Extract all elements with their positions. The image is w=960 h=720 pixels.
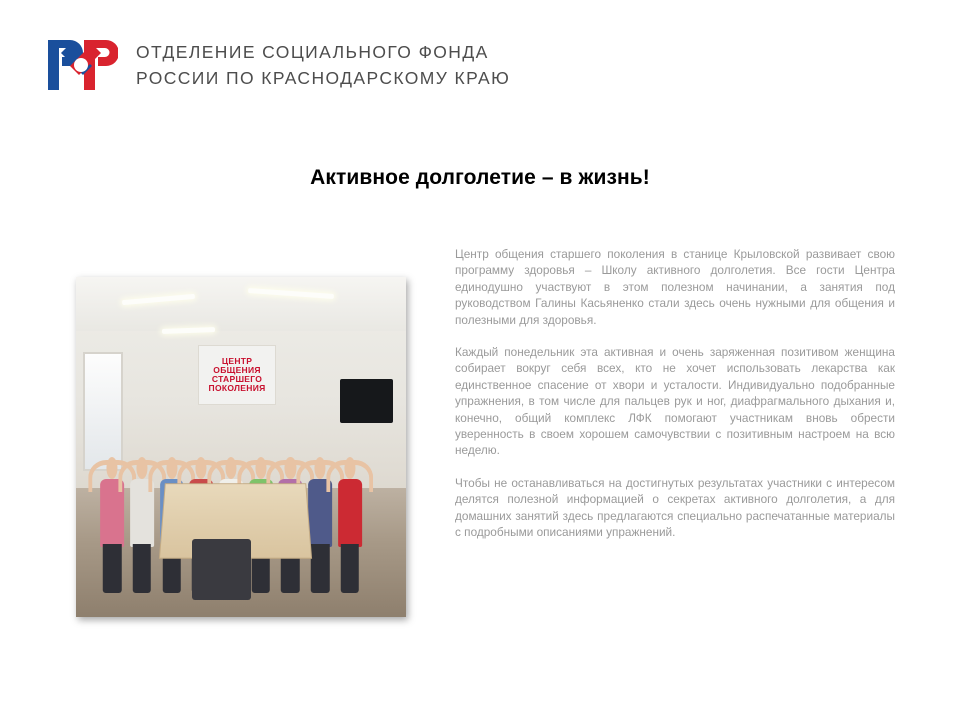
- article-paragraph: Чтобы не останавливаться на достигнутых результатах участники с интересом делятся полезной информацией о секретах активного долголетия, а для домашних занятий здесь предлагаются специально распечатанные материалы с подробными описаниями упражнений.: [455, 475, 895, 540]
- sfr-logo-icon: [40, 34, 118, 96]
- photo-wall-poster: ЦЕНТР ОБЩЕНИЯ СТАРШЕГО ПОКОЛЕНИЯ: [198, 345, 276, 405]
- header-block: [40, 34, 510, 96]
- photo-window: [83, 352, 123, 472]
- article-paragraph: Каждый понедельник эта активная и очень заряженная позитивом женщина собирает вокруг себя всех, кто не хочет использовать лекарства как единственное спасение от хвори и усталости. Индивидуально подобранные упражнения, в том числе для пальцев рук и ног, диафрагмального дыхания и, конечно, общий комплекс ЛФК помогают участникам вновь обрести уверенность в своем хорошем самочувствии с позитивным настроем на всю неделю.: [455, 345, 895, 458]
- photo-participant: [337, 457, 363, 593]
- article-body: [455, 246, 895, 541]
- org-name-line-2: РОССИИ ПО КРАСНОДАРСКОМУ КРАЮ: [136, 67, 511, 88]
- photo-group-exercise: [76, 277, 406, 617]
- org-name: [136, 42, 510, 89]
- photo-chair: [192, 539, 251, 600]
- page-title: Активное долголетие – в жизнь!: [310, 166, 650, 189]
- article-paragraph: Центр общения старшего поколения в станице Крыловской развивает свою программу здоровья – Школу активного долголетия. Все гости Центра единодушно участвуют в этом полезном начинании, а занятия под руководством Галины Касьяненко стали здесь очень нужными для общения и полезными для здоровья.: [455, 247, 895, 327]
- org-name-line-1: ОТДЕЛЕНИЕ СОЦИАЛЬНОГО ФОНДА: [136, 41, 489, 62]
- photo-tv-screen: [340, 379, 393, 423]
- photo-inner: [76, 277, 406, 617]
